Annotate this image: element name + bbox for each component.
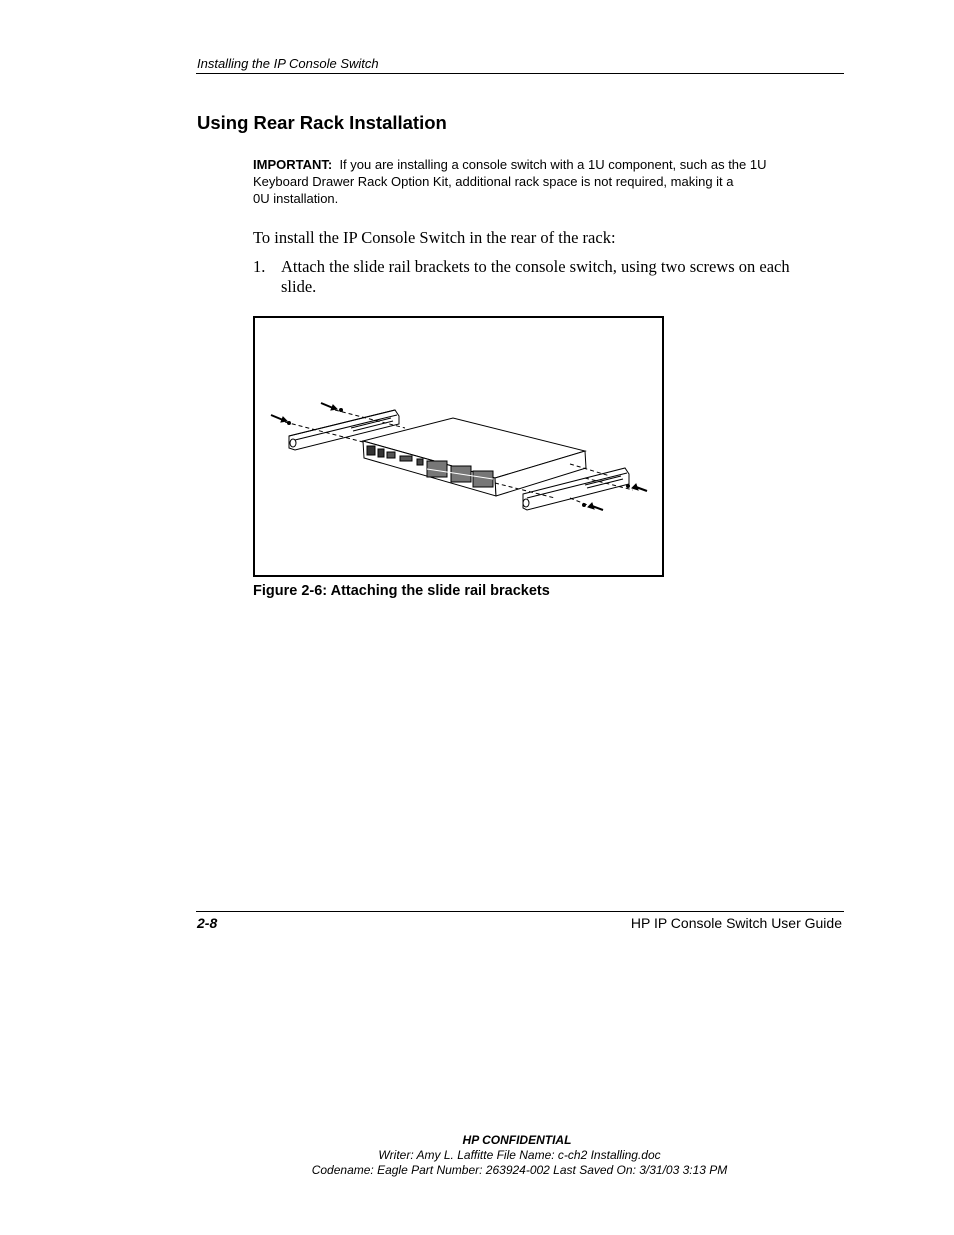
confidential-block — [0, 1133, 954, 1178]
guide-title: HP IP Console Switch User Guide — [630, 915, 842, 931]
running-header: Installing the IP Console Switch — [197, 56, 379, 71]
figure-frame — [253, 316, 664, 577]
step-text: Attach the slide rail brackets to the console switch, using two screws on each slide. — [281, 257, 790, 296]
intro-paragraph: To install the IP Console Switch in the rear of the rack: — [253, 228, 616, 247]
confidential-codename-line: Codename: Eagle Part Number: 263924-002 Last Saved On: 3/31/03 3:13 PM — [311, 1163, 728, 1177]
screw-arrow-left-bottom — [271, 415, 283, 420]
screw-arrow-left-top — [321, 403, 333, 408]
header-divider — [196, 73, 844, 74]
confidential-label: HP CONFIDENTIAL — [462, 1133, 572, 1147]
confidential-writer-line: Writer: Amy L. Laffitte File Name: c-ch2 Installing.doc — [378, 1148, 661, 1162]
important-label: IMPORTANT: — [253, 157, 333, 172]
important-text-line-2: Keyboard Drawer Rack Option Kit, additional rack space is not required, making it a — [253, 174, 734, 189]
step-number: 1. — [253, 257, 266, 276]
important-note — [253, 156, 828, 207]
important-text-line-3: 0U installation. — [253, 191, 339, 206]
footer-divider — [196, 911, 844, 912]
important-text-line-1: If you are installing a console switch with a 1U component, such as the 1U — [339, 157, 767, 172]
page-number: 2-8 — [197, 915, 218, 931]
section-heading: Using Rear Rack Installation — [197, 112, 447, 133]
slide-rail-illustration — [255, 318, 662, 575]
figure-caption: Figure 2-6: Attaching the slide rail brackets — [253, 583, 550, 599]
